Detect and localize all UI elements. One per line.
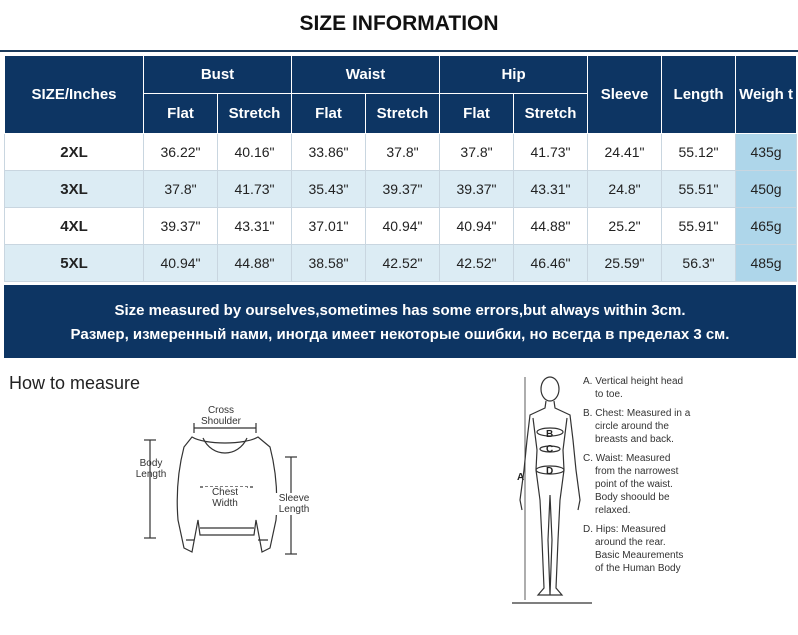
cross-shoulder-label: Cross Shoulder — [200, 405, 242, 427]
sweater-collar — [203, 438, 247, 453]
size-cell: 2XL — [5, 134, 144, 171]
table-cell: 37.8" — [366, 134, 440, 171]
table-cell: 24.41" — [588, 134, 662, 171]
table-cell: 41.73" — [514, 134, 588, 171]
bust-header: Bust — [144, 56, 292, 94]
notice-russian: Размер, измеренный нами, иногда имеет некоторые ошибки, но всегда в пределах 3 см. — [70, 326, 730, 343]
length-header: Length — [662, 56, 736, 134]
waist-stretch-header: Stretch — [366, 94, 440, 134]
size-column-header: SIZE/Inches — [5, 56, 144, 134]
table-cell: 41.73" — [218, 171, 292, 208]
note-height: A. Vertical height head to toe. — [583, 376, 684, 400]
table-cell: 42.52" — [366, 245, 440, 282]
table-cell: 44.88" — [514, 208, 588, 245]
size-cell: 3XL — [5, 171, 144, 208]
table-cell: 37.01" — [292, 208, 366, 245]
table-cell: 35.43" — [292, 171, 366, 208]
table-cell: 55.91" — [662, 208, 736, 245]
bust-flat-header: Flat — [144, 94, 218, 134]
sleeve-length-label: Sleeve Length — [274, 493, 314, 515]
sweater-cuff-lines — [186, 528, 268, 540]
table-cell: 37.8" — [144, 171, 218, 208]
table-cell: 24.8" — [588, 171, 662, 208]
table-cell: 25.59" — [588, 245, 662, 282]
hip-stretch-header: Stretch — [514, 94, 588, 134]
table-cell: 43.31" — [218, 208, 292, 245]
waist-flat-header: Flat — [292, 94, 366, 134]
table-cell: 40.94" — [440, 208, 514, 245]
table-cell: 55.12" — [662, 134, 736, 171]
bust-stretch-header: Stretch — [218, 94, 292, 134]
table-cell: 38.58" — [292, 245, 366, 282]
marker-a: A — [517, 472, 525, 483]
chest-width-label: Chest Width — [203, 487, 247, 509]
page-title: SIZE INFORMATION — [299, 12, 499, 35]
table-cell: 40.94" — [366, 208, 440, 245]
table-cell: 44.88" — [218, 245, 292, 282]
table-cell: 42.52" — [440, 245, 514, 282]
sleeve-header: Sleeve — [588, 56, 662, 134]
table-cell: 33.86" — [292, 134, 366, 171]
hip-flat-header: Flat — [440, 94, 514, 134]
table-cell: 25.2" — [588, 208, 662, 245]
table-cell: 46.46" — [514, 245, 588, 282]
table-cell: 56.3" — [662, 245, 736, 282]
figure-head — [541, 377, 559, 401]
size-cell: 4XL — [5, 208, 144, 245]
note-hips: D. Hips: Measured around the rear. Basic Meaurements of the Human Body — [583, 524, 684, 574]
marker-d: D — [546, 466, 554, 477]
weight-cell: 485g — [736, 245, 797, 282]
table-cell: 37.8" — [440, 134, 514, 171]
table-cell: 39.37" — [366, 171, 440, 208]
table-cell: 39.37" — [144, 208, 218, 245]
notice-english: Size measured by ourselves,sometimes has some errors,but always within 3cm. — [114, 302, 686, 319]
note-waist: C. Waist: Measured from the narrowest point of the waist. Body shoould be relaxed. — [583, 453, 679, 516]
body-length-label: Body Length — [135, 458, 167, 480]
weight-cell: 465g — [736, 208, 797, 245]
measurement-notes — [583, 375, 793, 581]
table-cell: 39.37" — [440, 171, 514, 208]
waist-header: Waist — [292, 56, 440, 94]
table-cell: 43.31" — [514, 171, 588, 208]
note-chest: B. Chest: Measured in a circle around the breasts and back. — [583, 408, 691, 445]
weight-cell: 435g — [736, 134, 797, 171]
table-cell: 36.22" — [144, 134, 218, 171]
weight-header: Weigh t — [736, 56, 797, 134]
size-cell: 5XL — [5, 245, 144, 282]
table-cell: 40.16" — [218, 134, 292, 171]
hip-header: Hip — [440, 56, 588, 94]
table-cell: 55.51" — [662, 171, 736, 208]
how-to-measure-heading: How to measure — [9, 373, 141, 393]
marker-b: B — [546, 429, 554, 440]
weight-cell: 450g — [736, 171, 797, 208]
table-cell: 40.94" — [144, 245, 218, 282]
marker-c: C — [546, 444, 554, 455]
